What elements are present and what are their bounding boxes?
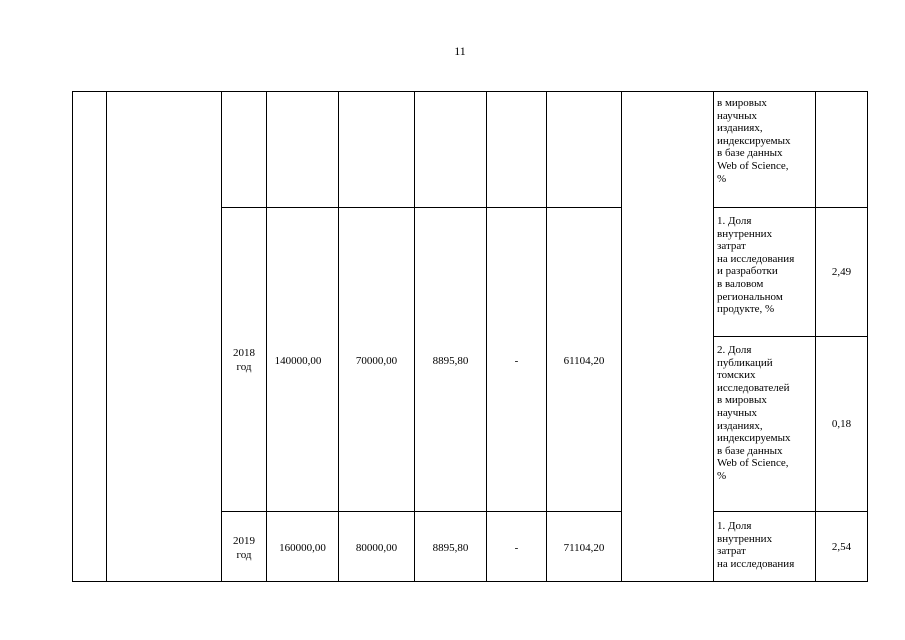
table-border — [546, 91, 547, 582]
table-cell-amount: 61104,20 — [563, 355, 605, 367]
table-cell-amount: 71104,20 — [563, 542, 605, 554]
table-cell-amount: - — [514, 542, 519, 554]
indicator-value: 2,49 — [831, 266, 852, 278]
table-cell-amount: 80000,00 — [355, 542, 398, 554]
table-cell-amount: 70000,00 — [355, 355, 398, 367]
table-cell-year: 2019 год — [233, 535, 255, 561]
table-border — [338, 91, 339, 582]
table-border — [414, 91, 415, 582]
table-cell-total: 140000,00 — [274, 355, 322, 367]
table-cell-year: 2018 год — [233, 347, 255, 373]
table-border — [106, 91, 107, 582]
table-border — [221, 91, 222, 582]
table-cell-amount: - — [514, 355, 519, 367]
table-border — [713, 511, 868, 512]
table-border — [72, 581, 868, 582]
table-border — [486, 91, 487, 582]
indicator-value: 2,54 — [831, 541, 852, 553]
indicator-text: 2. Доля публикаций томских исследователей в мировых научных изданиях, индексируемых в базе данных Web of Science, % — [717, 344, 791, 482]
indicator-text: 1. Доля внутренних затрат на исследования и разработки в валовом региональном продукте, % — [717, 215, 795, 316]
table-border — [713, 336, 868, 337]
table-border — [221, 511, 622, 512]
indicator-value: 0,18 — [831, 418, 852, 430]
indicator-text: в мировых научных изданиях, индексируемых в базе данных Web of Science, % — [717, 97, 791, 185]
table-border — [266, 91, 267, 582]
table-border — [621, 91, 622, 582]
table-cell-total: 160000,00 — [279, 542, 326, 554]
table-border — [713, 207, 868, 208]
table-border — [221, 207, 622, 208]
table-border — [72, 91, 73, 582]
table-border — [72, 91, 868, 92]
table-cell-amount: 8895,80 — [432, 542, 469, 554]
page-number: 11 — [454, 44, 466, 58]
indicator-text: 1. Доля внутренних затрат на исследования — [717, 520, 795, 570]
table-cell-amount: 8895,80 — [432, 355, 469, 367]
